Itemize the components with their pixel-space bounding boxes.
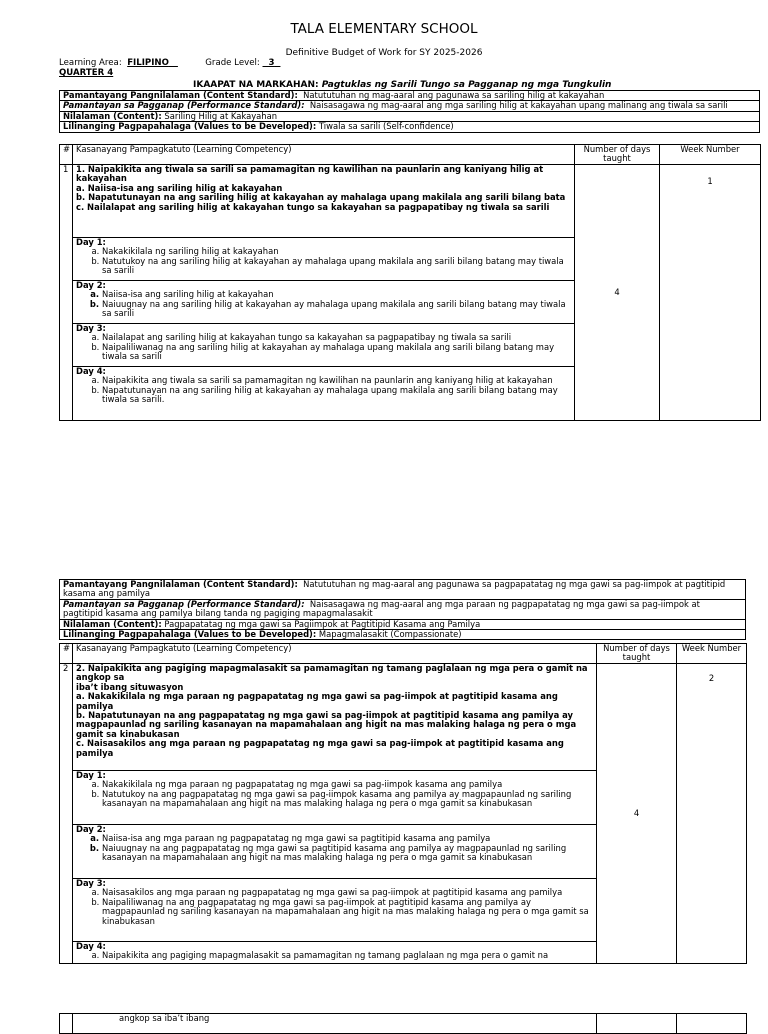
day-2-cell (73, 281, 575, 324)
content-standard-row: Pamantayang Pangnilalaman (Content Standard): Natututuhan ng mag-aaral ang pagunawa sa pagpapatatag ng mga gawi sa pag-iimpok at pagtitipid kasama ang pamilya (60, 580, 746, 600)
competency-a: a. Nakakikilala ng mga paraan ng pagpapatatag ng mga gawi sa pag-iimpok at pagtitipid kasama ang pamilya (76, 691, 558, 711)
day-2-cell (73, 825, 597, 879)
day-3-cell (73, 879, 597, 942)
performance-standard-text: Naisasagawa ng mag-aaral ang mga sariling hilig at kakayahan upang malinang ang tiwala sa sarili (309, 100, 728, 111)
competency-number: 1 (60, 165, 73, 421)
list-item: b. Natutukoy na ang sariling hilig at kakayahan ay mahalaga upang makilala ang sarili bilang batang may tiwala sa sarili (102, 257, 571, 276)
performance-standard-row: Pamantayan sa Pagganap (Performance Standard): Naisasagawa ng mag-aaral ang mga paraan ng pagpapatatag ng mga gawi sa pag-iimpok at pagtitipid kasama ang pamilya bilang tanda ng pagiging mapagmalasakit (60, 599, 746, 619)
list-item: b. Naipaliliwanag na ang sariling hilig at kakayahan ay mahalaga upang makilala ang sarili bilang batang may tiwala sa sarili (102, 343, 571, 362)
days-taught: 4 (575, 165, 660, 421)
competency-number: 2 (60, 664, 73, 964)
content-label: Nilalaman (Content) (63, 110, 159, 121)
list-item: a. Naipakikita ang pagiging mapagmalasakit sa pamamagitan ng tamang paglalaan ng mga pera o gamit na (102, 951, 593, 960)
list-item: a. Naiisa-isa ang sariling hilig at kakayahan (102, 290, 571, 299)
day-1-list (76, 780, 593, 808)
col-days-header: Number of days taught (597, 644, 677, 664)
competency-c: c. Naisasakilos ang mga paraan ng pagpapatatag ng mga gawi sa pag-iimpok at pagtitipid kasama ang pamilya (76, 738, 564, 758)
competency-c: c. Nailalapat ang sariling hilig at kakayahan tungo sa kakayahan sa pagpapatibay ng tiwala sa sarili (76, 201, 550, 212)
competency-table-1 (59, 144, 761, 421)
learning-area-value: FILIPINO (127, 58, 169, 68)
content-standard-label: Pamantayang Pangnilalaman (Content Standard) (63, 90, 295, 100)
standards-table-1 (59, 90, 760, 133)
grade-level-label: Grade Level: (205, 58, 260, 68)
col-number-header: # (60, 644, 73, 664)
day-3-cell (73, 324, 575, 367)
values-label: Lilinanging Pagpapahalaga (Values to be Developed) (63, 121, 313, 132)
content-row: Nilalaman (Content): Sariling Hilig at Kakayahan (60, 111, 760, 121)
continuation-line: angkop sa iba’t ibang (119, 1013, 210, 1023)
col-number-header: # (60, 145, 73, 165)
content-standard-label: Pamantayang Pangnilalaman (Content Standard) (63, 579, 295, 589)
day-2-label: Day 2: (76, 824, 106, 834)
list-item: b. Naiuugnay na ang pagpapatatag ng mga gawi sa pagtitipid kasama ang pamilya ay magpapaunlad ng sariling kasanayan na mapamahalaan ang higit na mas malaking halaga ng pera o mga gamit sa kinabukasan (102, 844, 593, 863)
content-standard-row: Pamantayang Pangnilalaman (Content Standard): Natututuhan ng mag-aaral ang pagunawa sa sariling hilig at kakayahan (60, 91, 760, 101)
competency-main-cont: iba’t ibang situwasyon (76, 681, 184, 692)
performance-standard-label: Pamantayan sa Pagganap (Performance Standard) (63, 598, 302, 609)
learning-area-label: Learning Area: (59, 58, 122, 68)
list-item: a. Nakakikilala ng sariling hilig at kakayahan (102, 247, 571, 256)
competency-b: b. Napatutunayan na ang pagpapatatag ng mga gawi sa pag-iimpok at pagtitipid kasama ang pamilya ay magpapaunlad ng sariling kasanayan na mapamahalaan ang higit na mas malaking halaga ng pera o mga gamit sa kinabukasan (76, 710, 577, 739)
day-3-list (76, 333, 571, 361)
day-3-list (76, 888, 593, 926)
list-item: a. Nailalapat ang sariling hilig at kakayahan tungo sa kakayahan sa pagpapatibay ng tiwala sa sarili (102, 333, 571, 342)
competency-cell (73, 165, 575, 238)
competency-a: a. Naiisa-isa ang sariling hilig at kakayahan (76, 182, 283, 193)
col-week-header: Week Number (677, 644, 747, 664)
day-3-label: Day 3: (76, 323, 106, 333)
markahan-title: Pagtuklas ng Sarili Tungo sa Pagganap ng mga Tungkulin (321, 80, 612, 90)
day-1-list (76, 247, 571, 275)
list-item: b. Natutukoy na ang pagpapatatag ng mga gawi sa pag-iimpok kasama ang pamilya ay magpapaunlad ng sariling kasanayan na mapamahalaan ang higit na mas malaking halaga ng pera o mga gamit sa kinabukasan (102, 790, 593, 809)
day-4-label: Day 4: (76, 941, 106, 951)
content-text: Pagpapatatag ng mga gawi sa Pagiimpok at Pagtitipid Kasama ang Pamilya (164, 618, 481, 629)
competency-main: 1. Naipakikita ang tiwala sa sarili sa pamamagitan ng kawilihan na paunlarin ang kaniyang hilig at kakayahan (76, 164, 544, 184)
day-4-cell (73, 942, 597, 964)
col-competency-header: Kasanayang Pampagkatuto (Learning Competency) (73, 644, 597, 664)
day-4-label: Day 4: (76, 366, 106, 376)
days-taught: 4 (597, 664, 677, 964)
day-1-cell (73, 238, 575, 281)
day-3-label: Day 3: (76, 878, 106, 888)
list-item: a. Naisasakilos ang mga paraan ng pagpapatatag ng mga gawi sa pag-iimpok at pagtitipid kasama ang pamilya (102, 888, 593, 897)
competency-cell (73, 664, 597, 771)
content-standard-text: Natututuhan ng mag-aaral ang pagunawa sa pagpapatatag ng mga gawi sa pag-iimpok at pagtitipid kasama ang pamilya (63, 579, 726, 599)
content-text: Sariling Hilig at Kakayahan (164, 110, 278, 121)
competency-main: 2. Naipakikita ang pagiging mapagmalasakit sa pamamagitan ng tamang paglalaan ng mga pera o gamit na angkop sa (76, 663, 588, 683)
content-standard-text: Natututuhan ng mag-aaral ang pagunawa sa sariling hilig at kakayahan (303, 90, 605, 100)
values-row: Lilinanging Pagpapahalaga (Values to be Developed): Tiwala sa sarili (Self-confidence) (60, 122, 760, 132)
markahan-heading (193, 80, 611, 90)
col-week-header: Week Number (660, 145, 761, 165)
competency-table-2 (59, 643, 747, 964)
list-item: b. Napatutunayan na ang sariling hilig at kakayahan ay mahalaga upang makilala ang sarili bilang batang may tiwala sa sarili. (102, 386, 571, 405)
values-text: Mapagmalasakit (Compassionate) (318, 629, 462, 640)
list-item: b. Naiuugnay na ang sariling hilig at kakayahan ay mahalaga upang makilala ang sarili bilang batang may tiwala sa sarili (102, 300, 571, 319)
list-item: b. Naipaliliwanag na ang pagpapatatag ng mga gawi sa pag-iimpok at pagtitipid kasama ang pamilya ay magpapaunlad ng sariling kasanayan na mapamahalaan ang higit na mas malaking halaga ng pera o mga gamit sa kinabukasan (102, 898, 593, 926)
list-item: a. Naipakikita ang tiwala sa sarili sa pamamagitan ng kawilihan na paunlarin ang kaniyang hilig at kakayahan (102, 376, 571, 385)
grade-level-value: 3 (268, 58, 275, 68)
list-item: a. Nakakikilala ng mga paraan ng pagpapatatag ng mga gawi sa pag-iimpok kasama ang pamilya (102, 780, 593, 789)
day-1-cell (73, 771, 597, 825)
list-item: a. Naiisa-isa ang mga paraan ng pagpapatatag ng mga gawi sa pagtitipid kasama ang pamilya (102, 834, 593, 843)
content-label: Nilalaman (Content) (63, 618, 159, 629)
content-row: Nilalaman (Content): Pagpapatatag ng mga gawi sa Pagiimpok at Pagtitipid Kasama ang Pamilya (60, 619, 746, 629)
day-4-list (76, 951, 593, 960)
quarter-label: QUARTER 4 (59, 68, 114, 78)
competency-b: b. Napatutunayan na ang sariling hilig at kakayahan ay mahalaga upang makilala ang sarili bilang bata (76, 192, 566, 203)
performance-standard-text: Naisasagawa ng mag-aaral ang mga paraan ng pagpapatatag ng mga gawi sa pag-iimpok at pagtitipid kasama ang pamilya bilang tanda ng pagiging mapagmalasakit (63, 598, 700, 619)
performance-standard-row: Pamantayan sa Pagganap (Performance Standard): Naisasagawa ng mag-aaral ang mga sariling hilig at kakayahan upang malinang ang tiwala sa sarili (60, 101, 760, 111)
col-days-header: Number of days taught (575, 145, 660, 165)
values-row: Lilinanging Pagpapahalaga (Values to be Developed): Mapagmalasakit (Compassionate) (60, 630, 746, 640)
day-4-list (76, 376, 571, 404)
day-1-label: Day 1: (76, 237, 106, 247)
week-number: 1 (660, 165, 761, 421)
day-4-cell (73, 367, 575, 421)
performance-standard-label: Pamantayan sa Pagganap (Performance Standard) (63, 100, 302, 111)
col-competency-header: Kasanayang Pampagkatuto (Learning Competency) (73, 145, 575, 165)
values-label: Lilinanging Pagpapahalaga (Values to be Developed) (63, 629, 313, 640)
week-number: 2 (677, 664, 747, 964)
budget-title: Definitive Budget of Work for SY 2025-2026 (285, 48, 483, 58)
markahan-label: IKAAPAT NA MARKAHAN: (193, 80, 319, 90)
day-2-label: Day 2: (76, 280, 106, 290)
day-2-list (76, 834, 593, 862)
values-text: Tiwala sa sarili (Self-confidence) (318, 121, 454, 132)
standards-table-2 (59, 579, 746, 640)
school-name: TALA ELEMENTARY SCHOOL (290, 21, 478, 37)
day-1-label: Day 1: (76, 770, 106, 780)
day-2-list (76, 290, 571, 318)
